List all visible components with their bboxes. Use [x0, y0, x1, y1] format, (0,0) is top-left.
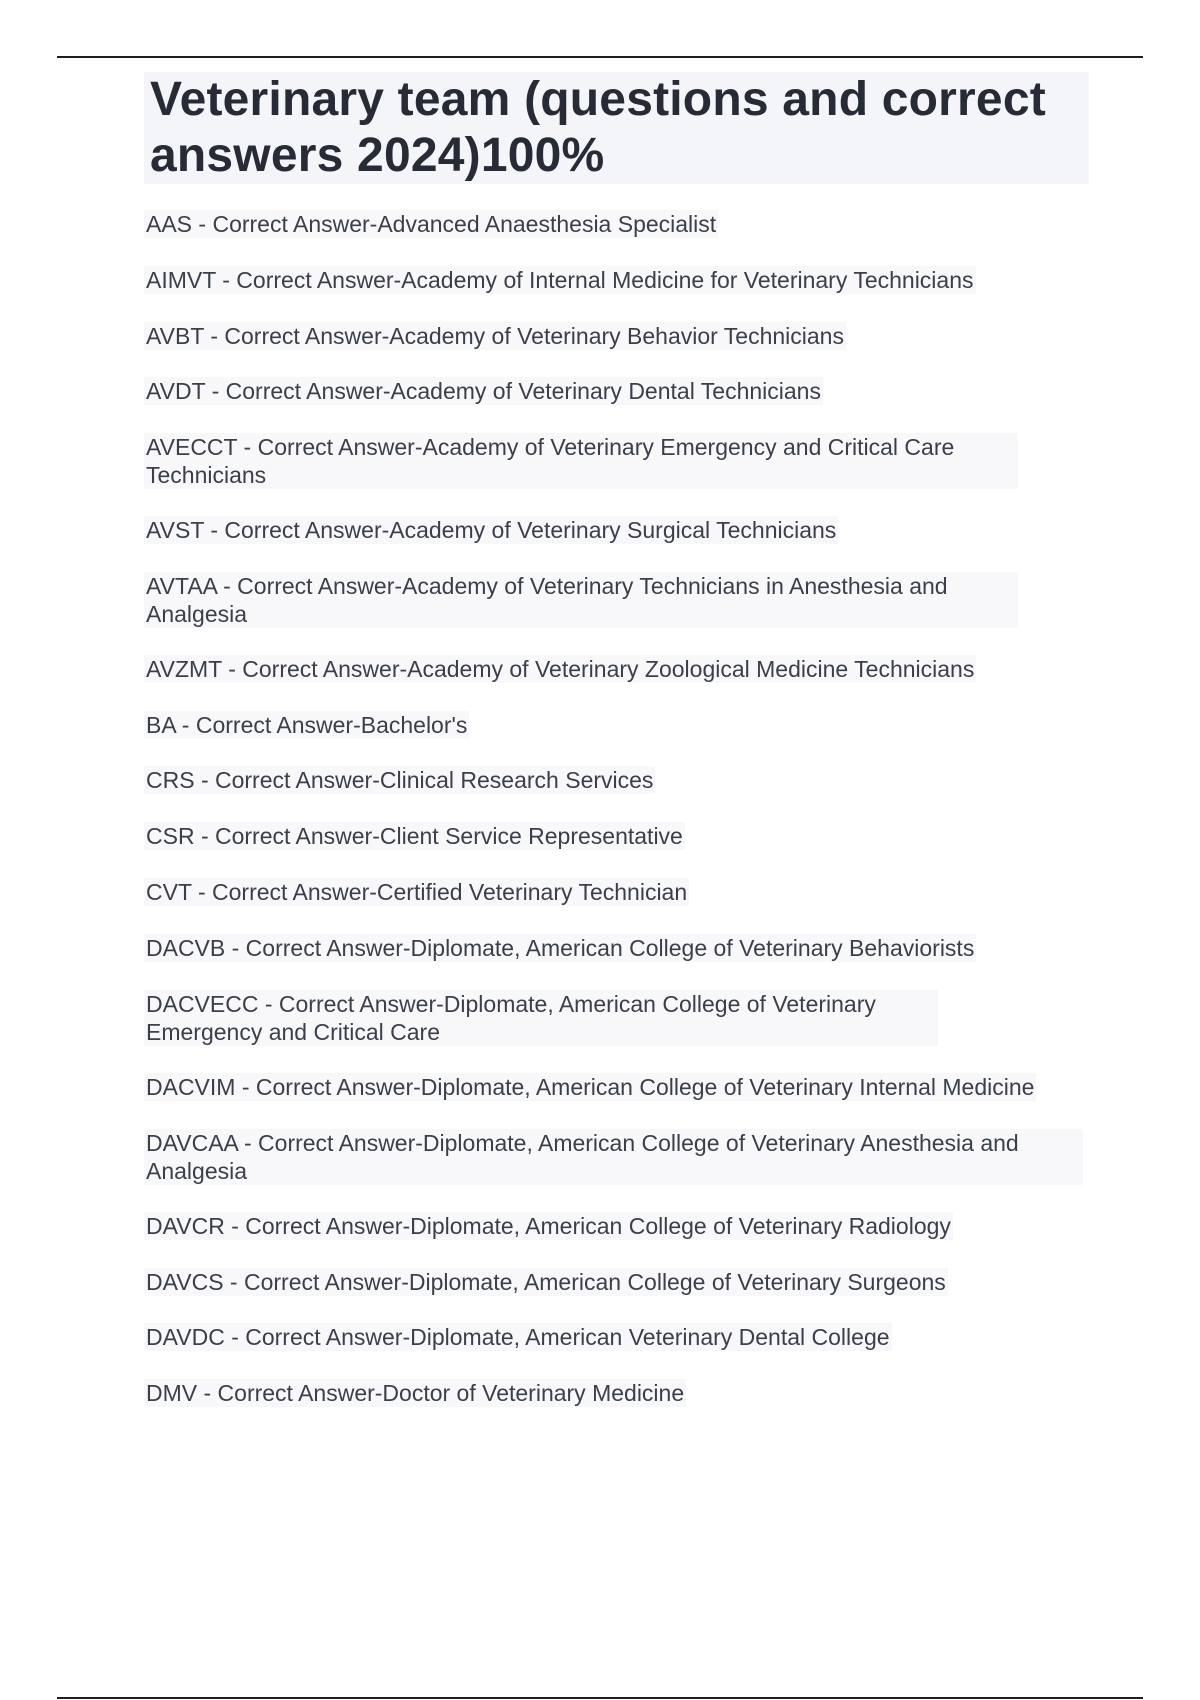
- list-item: AVBT - Correct Answer-Academy of Veterinary Behavior Technicians: [146, 323, 844, 349]
- list-item: AVECCT - Correct Answer-Academy of Veterinary Emergency and Critical Care Technicians: [144, 433, 1018, 489]
- list-item: DAVCAA - Correct Answer-Diplomate, American College of Veterinary Anesthesia and Analgesia: [144, 1129, 1083, 1185]
- top-rule: [57, 56, 1143, 58]
- list-item: DAVDC - Correct Answer-Diplomate, American Veterinary Dental College: [146, 1324, 890, 1350]
- list-item: AVTAA - Correct Answer-Academy of Veterinary Technicians in Anesthesia and Analgesia: [144, 572, 1018, 628]
- list-item: AVZMT - Correct Answer-Academy of Veterinary Zoological Medicine Technicians: [146, 656, 975, 682]
- list-item: DACVECC - Correct Answer-Diplomate, American College of Veterinary Emergency and Critical Care: [144, 990, 938, 1046]
- list-item: DAVCR - Correct Answer-Diplomate, American College of Veterinary Radiology: [146, 1213, 951, 1239]
- list-item: CRS - Correct Answer-Clinical Research Services: [146, 767, 654, 793]
- list-item: DAVCS - Correct Answer-Diplomate, American College of Veterinary Surgeons: [146, 1269, 946, 1295]
- page-title: Veterinary team (questions and correct answers 2024)100%: [144, 72, 1089, 184]
- bottom-rule: [57, 1697, 1143, 1699]
- list-item: AIMVT - Correct Answer-Academy of Internal Medicine for Veterinary Technicians: [146, 267, 974, 293]
- list-item: AVST - Correct Answer-Academy of Veterinary Surgical Technicians: [146, 517, 837, 543]
- list-item: DMV - Correct Answer-Doctor of Veterinary Medicine: [146, 1380, 685, 1406]
- list-item: CVT - Correct Answer-Certified Veterinary Technician: [146, 879, 688, 905]
- list-item: DACVIM - Correct Answer-Diplomate, American College of Veterinary Internal Medicine: [146, 1074, 1035, 1100]
- list-item: AAS - Correct Answer-Advanced Anaesthesia Specialist: [146, 211, 717, 237]
- list-item: CSR - Correct Answer-Client Service Representative: [146, 823, 683, 849]
- list-item: DACVB - Correct Answer-Diplomate, American College of Veterinary Behaviorists: [146, 935, 975, 961]
- list-item: AVDT - Correct Answer-Academy of Veterinary Dental Technicians: [146, 378, 821, 404]
- list-item: BA - Correct Answer-Bachelor's: [146, 712, 468, 738]
